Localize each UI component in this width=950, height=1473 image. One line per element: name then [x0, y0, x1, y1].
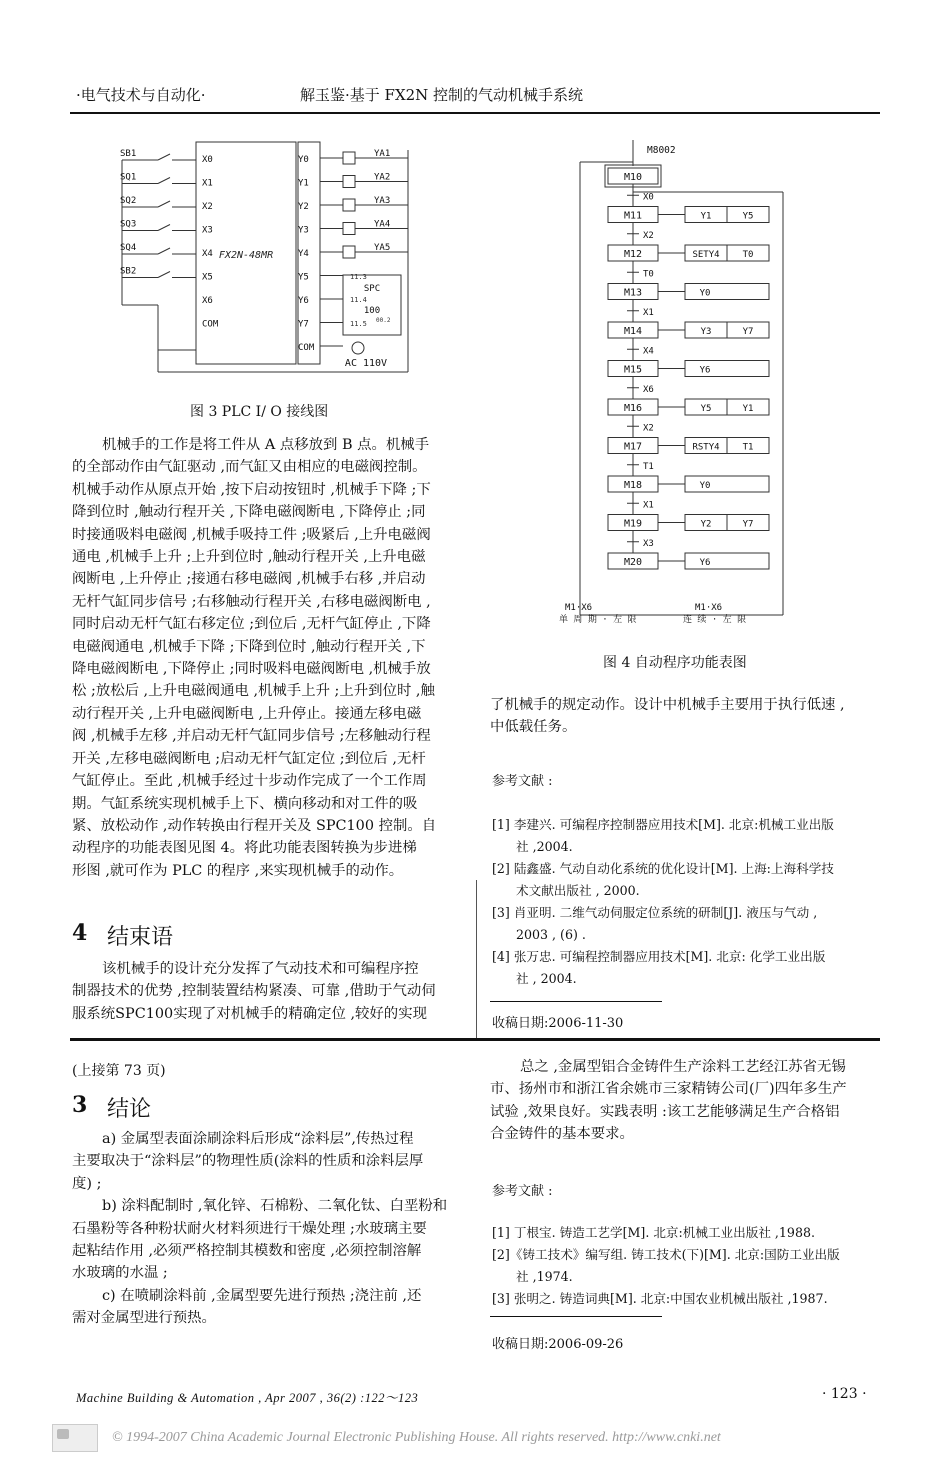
solenoid-coil — [343, 246, 355, 258]
sfc-action-box — [685, 553, 769, 569]
sfc-transition-label: X2 — [643, 230, 654, 241]
sfc-step-label: M12 — [623, 249, 643, 260]
plc-input-port: X6 — [202, 296, 213, 306]
plc-output-port: Y4 — [298, 249, 309, 259]
article-running-title: 解玉鉴·基于 FX2N 控制的气动机械手系统 — [300, 86, 584, 104]
switch-contact — [158, 178, 170, 184]
sfc-action-label: Y7 — [742, 327, 754, 337]
solenoid-coil — [343, 223, 355, 235]
section-4-number: 4 — [72, 920, 88, 946]
body-line: b) 涂料配制时 ,氧化锌、石棉粉、二氧化钛、白垩粉和 — [102, 1198, 448, 1215]
power-label: AC 110V — [344, 358, 388, 369]
journal-citation: Machine Building & Automation , Apr 2007 , 36(2) :122～123 — [76, 1391, 419, 1405]
page-number: · 123 · — [822, 1386, 867, 1402]
figure-3-caption: 图 3 PLC I/ O 接线图 — [190, 404, 329, 420]
sfc-action-label: Y1 — [742, 404, 754, 414]
section-4-body — [72, 958, 462, 1025]
right-return-cond: M1·X6 — [695, 603, 723, 613]
plc-output-port: Y0 — [298, 155, 309, 165]
journal-section-header: ·电气技术与自动化· — [76, 86, 206, 104]
body-line: 机械手的工作是将工件从 A 点移放到 B 点。机械手 — [102, 437, 430, 453]
body-line: 机械手动作从原点开始 ,按下启动按钮时 ,机械手下降 ;下 — [72, 481, 431, 498]
sfc-transition-label: T0 — [643, 269, 654, 280]
reference-item: [2] 陆鑫盛. 气动自动化系统的优化设计[M]. 上海:上海科学技 — [492, 861, 834, 876]
figure-4-sfc-diagram — [555, 140, 805, 640]
plc-output-port: Y5 — [298, 272, 309, 283]
switch-contact — [158, 225, 170, 231]
body-line: 中低载任务。 — [490, 719, 577, 736]
sfc-action-label: Y5 — [742, 211, 754, 222]
sfc-action-label: Y2 — [700, 519, 712, 530]
sfc-action-label: Y3 — [700, 327, 712, 337]
solenoid-label: YA5 — [374, 243, 391, 253]
cnki-logo — [52, 1424, 98, 1452]
body-line: 松 ;放松后 ,上升电磁阀通电 ,机械手上升 ;上升到位时 ,触 — [72, 683, 435, 700]
body-line: 通电 ,机械手上升 ;上升到位时 ,触动行程开关 ,上升电磁 — [72, 549, 426, 566]
references-divider — [490, 1001, 662, 1002]
plc-input-port: X3 — [202, 225, 213, 236]
left-body-text — [72, 434, 462, 882]
reference-list-1: [1] 李建兴. 可编程序控制器应用技术[M]. 北京:机械工业出版 社 ,2004. [2] 陆鑫盛. 气动自动化系统的优化设计[M]. 上海:上海科学技 术文献出版社 , 2000. [3] 肖亚明. 二维气动伺服定位系统的研制[J]. 液压与气动 , 2003 , (6) . [4] 张万忠. 可编程控制器应用技术[M]. 北京: 化学工业出版 社 , 2004. — [492, 814, 887, 990]
left-return-label: 单 周 期 · 左 限 — [559, 615, 637, 625]
body-line: 动程序的功能表图见图 4。将此功能表图转换为步进梯 — [72, 840, 417, 857]
spc-model: 100 — [363, 306, 381, 316]
body-line: 电磁阀通电 ,机械手下降 ;下降到位时 ,触动行程开关 ,下 — [72, 638, 426, 655]
spc-terminal-2: 11.4 — [350, 296, 367, 304]
plc-input-port: X0 — [202, 155, 213, 165]
solenoid-label: YA1 — [374, 149, 391, 159]
spc-title: SPC — [363, 284, 381, 294]
body-line: 气缸停止。至此 ,机械手经过十步动作完成了一个工作周 — [72, 773, 427, 790]
references-title-2: 参考文献 : — [492, 1184, 553, 1199]
sfc-transition-label: T1 — [643, 461, 654, 472]
sfc-action-label: Y6 — [699, 558, 711, 568]
sfc-step-label: M17 — [623, 441, 643, 453]
body-line: 同时启动无杆气缸右移定位 ;到位后 ,无杆气缸停止 ,下降 — [72, 616, 431, 633]
ac-source-symbol — [352, 342, 364, 354]
sfc-transition-label: X4 — [643, 346, 654, 357]
solenoid-coil — [343, 199, 355, 211]
body-line: c) 在喷刷涂料前 ,金属型要先进行预热 ;浇注前 ,还 — [102, 1287, 422, 1304]
sfc-transition-label: X6 — [643, 384, 654, 395]
header-rule — [70, 112, 880, 114]
references-title: 参考文献 : — [492, 774, 553, 789]
received-date-1: 收稿日期:2006-11-30 — [492, 1016, 624, 1031]
plc-output-port: Y3 — [298, 225, 309, 236]
figure-3-plc-io-wiring-diagram — [118, 140, 418, 375]
body-line: 该机械手的设计充分发挥了气动技术和可编程序控 — [102, 961, 419, 977]
sfc-action-box — [685, 284, 769, 300]
plc-input-port: X1 — [202, 178, 213, 189]
plc-output-port: Y2 — [298, 202, 309, 212]
plc-output-port: Y1 — [298, 178, 309, 189]
reference-item: [4] 张万忠. 可编程控制器应用技术[M]. 北京: 化学工业出版 — [492, 949, 826, 964]
plc-input-port: COM — [202, 319, 219, 330]
section-4-title: 结束语 — [107, 925, 174, 950]
input-device-label: SB1 — [120, 149, 137, 159]
reference-item: [3] 张明之. 铸造词典[M]. 北京:中国农业机械出版社 ,1987. — [492, 1291, 828, 1306]
sfc-action-box — [685, 361, 769, 377]
body-line: 需对金属型进行预热。 — [72, 1310, 216, 1327]
sfc-step-label: M10 — [623, 172, 643, 183]
continued-from-note: (上接第 73 页) — [72, 1063, 166, 1079]
sfc-transition-label: X2 — [643, 423, 654, 434]
sfc-action-label: RSTY4 — [692, 442, 720, 453]
solenoid-coil — [343, 176, 355, 188]
body-line: 石墨粉等各种粉状耐火材料须进行干燥处理 ;水玻璃主要 — [72, 1220, 427, 1237]
reference-item: [1] 丁根宝. 铸造工艺学[M]. 北京:机械工业出版社 ,1988. — [492, 1225, 815, 1240]
body-line: 度) ; — [72, 1175, 102, 1192]
body-line: 形图 ,就可作为 PLC 的程序 ,来实现机械手的动作。 — [72, 862, 404, 879]
sfc-action-label: T0 — [742, 250, 754, 260]
body-line: 市、扬州市和浙江省余姚市三家精铸公司(厂)四年多生产 — [490, 1081, 847, 1098]
reference-item: [3] 肖亚明. 二维气动伺服定位系统的研制[J]. 液压与气动 , — [492, 905, 818, 920]
right-body-text — [490, 694, 880, 739]
body-line: 的全部动作由气缸驱动 ,而气缸又由相应的电磁阀控制。 — [72, 459, 427, 476]
section-3-title: 结论 — [107, 1097, 152, 1122]
references-divider-2 — [490, 1316, 662, 1317]
input-device-label: SQ3 — [120, 219, 137, 230]
plc-output-port: COM — [298, 343, 315, 353]
body-line: 紧、放松动作 ,动作转换由行程开关及 SPC100 控制。自 — [72, 817, 437, 834]
received-date-2: 收稿日期:2006-09-26 — [492, 1337, 624, 1352]
sfc-step-label: M13 — [623, 287, 643, 299]
body-line: 阀 ,机械手左移 ,并启动无杆气缸同步信号 ;左移触动行程 — [72, 728, 431, 745]
input-device-label: SQ2 — [120, 196, 137, 206]
input-device-label: SQ1 — [120, 172, 137, 183]
left-return-cond: M1·X6 — [565, 603, 593, 613]
body-line: 时接通吸料电磁阀 ,机械手吸持工件 ;吸紧后 ,上升电磁阀 — [72, 526, 431, 543]
sfc-action-label: T1 — [742, 442, 754, 453]
sfc-action-label: Y0 — [699, 288, 711, 299]
reference-item: [1] 李建兴. 可编程序控制器应用技术[M]. 北京:机械工业出版 — [492, 817, 834, 832]
sfc-step-label: M16 — [623, 403, 643, 414]
sfc-action-label: SETY4 — [692, 250, 720, 260]
sfc-step-label: M20 — [623, 557, 643, 568]
input-device-label: SQ4 — [120, 243, 137, 253]
plc-output-port: Y7 — [298, 319, 309, 330]
body-line: 服系统SPC100实现了对机械手的精确定位 ,较好的实现 — [72, 1005, 427, 1022]
body-line: 起粘结作用 ,必须严格控制其模数和密度 ,必须控制溶解 — [72, 1243, 422, 1260]
body-line: 降电磁阀断电 ,下降停止 ;同时吸料电磁阀断电 ,机械手放 — [72, 661, 431, 678]
sfc-action-label: Y1 — [700, 211, 712, 222]
sfc-action-label: Y6 — [699, 365, 711, 376]
body-line: 总之 ,金属型铝合金铸件生产涂料工艺经江苏省无锡 — [520, 1059, 846, 1075]
reference-item: [2]《铸工技术》编写组. 铸工技术(下)[M]. 北京:国防工业出版 — [492, 1247, 840, 1262]
sfc-action-box — [685, 476, 769, 492]
body-line: 无杆气缸同步信号 ;右移触动行程开关 ,右移电磁阀断电 , — [72, 593, 431, 610]
spc-terminal-3: 11.5 — [350, 320, 367, 328]
body-line: 主要取决于“涂料层”的物理性质(涂料的性质和涂料层厚 — [72, 1153, 424, 1170]
sfc-transition-label: X1 — [643, 307, 654, 318]
sfc-step-label: M19 — [623, 518, 643, 530]
body-line: 了机械手的规定动作。设计中机械手主要用于执行低速 , — [490, 697, 845, 713]
sfc-init-label: M8002 — [647, 145, 676, 156]
plc-model-label: FX2N-48MR — [218, 250, 274, 261]
body-line: 制器技术的优势 ,控制装置结构紧凑、可靠 ,借助于气动伺 — [72, 983, 436, 1000]
sfc-action-label: Y0 — [699, 481, 711, 491]
copyright-notice: © 1994-2007 China Academic Journal Electronic Publishing House. All rights reserved. http://www.cnki.net — [112, 1430, 721, 1445]
switch-contact — [158, 154, 170, 160]
plc-input-port: X5 — [202, 272, 213, 283]
sfc-transition-label: X1 — [643, 500, 654, 511]
solenoid-coil — [343, 152, 355, 164]
solenoid-label: YA3 — [374, 196, 391, 206]
column-divider — [476, 880, 477, 1038]
right-return-label: 连 续 · 左 限 — [683, 615, 747, 625]
figure-4-caption: 图 4 自动程序功能表图 — [603, 655, 747, 671]
body-line: 合金铸件的基本要求。 — [490, 1126, 634, 1143]
body-line: 动行程开关 ,上升电磁阀断电 ,上升停止。接通左移电磁 — [72, 705, 422, 722]
spc-terminal-1: 11.3 — [350, 273, 367, 281]
spc-terminal-4: 00.2 — [376, 317, 391, 324]
body-line: 阀断电 ,上升停止 ;接通右移电磁阀 ,机械手右移 ,并启动 — [72, 571, 426, 588]
section-3-number: 3 — [72, 1092, 88, 1118]
body-line: 降到位时 ,触动行程开关 ,下降电磁阀断电 ,下降停止 ;同 — [72, 504, 426, 521]
plc-input-port: X2 — [202, 202, 213, 212]
solenoid-label: YA4 — [374, 219, 391, 230]
article-divider — [70, 1038, 880, 1041]
reference-list-2: [1] 丁根宝. 铸造工艺学[M]. 北京:机械工业出版社 ,1988. [2]《铸工技术》编写组. 铸工技术(下)[M]. 北京:国防工业出版 社 ,1974. [3] 张明之. 铸造词典[M]. 北京:中国农业机械出版社 ,1987. — [492, 1222, 887, 1310]
sfc-transition-label: X0 — [643, 192, 654, 203]
body-line: 开关 ,左移电磁阀断电 ;启动无杆气缸定位 ;到位后 ,无杆 — [72, 750, 426, 767]
sfc-action-label: Y7 — [742, 519, 754, 530]
sfc-step-label: M15 — [623, 364, 643, 376]
switch-contact — [158, 248, 170, 254]
sfc-transition-label: X3 — [643, 538, 654, 549]
sfc-step-label: M18 — [623, 480, 643, 491]
section-3-body — [72, 1128, 462, 1330]
body-line: 水玻璃的水温 ; — [72, 1265, 168, 1282]
solenoid-label: YA2 — [374, 172, 391, 183]
body-line: 期。气缸系统实现机械手上下、横向移动和对工件的吸 — [72, 795, 418, 812]
input-device-label: SB2 — [120, 266, 137, 277]
sfc-step-label: M11 — [623, 210, 643, 222]
switch-contact — [158, 272, 170, 278]
plc-output-port: Y6 — [298, 296, 309, 306]
sfc-step-label: M14 — [623, 326, 643, 337]
sfc-action-label: Y5 — [700, 404, 712, 414]
plc-input-port: X4 — [202, 249, 213, 259]
body-line: 试验 ,效果良好。实践表明 :该工艺能够满足生产合格铝 — [490, 1103, 840, 1120]
switch-contact — [158, 201, 170, 207]
conclusion-summary — [490, 1056, 880, 1146]
body-line: a) 金属型表面涂刷涂料后形成“涂料层”,传热过程 — [102, 1131, 414, 1147]
